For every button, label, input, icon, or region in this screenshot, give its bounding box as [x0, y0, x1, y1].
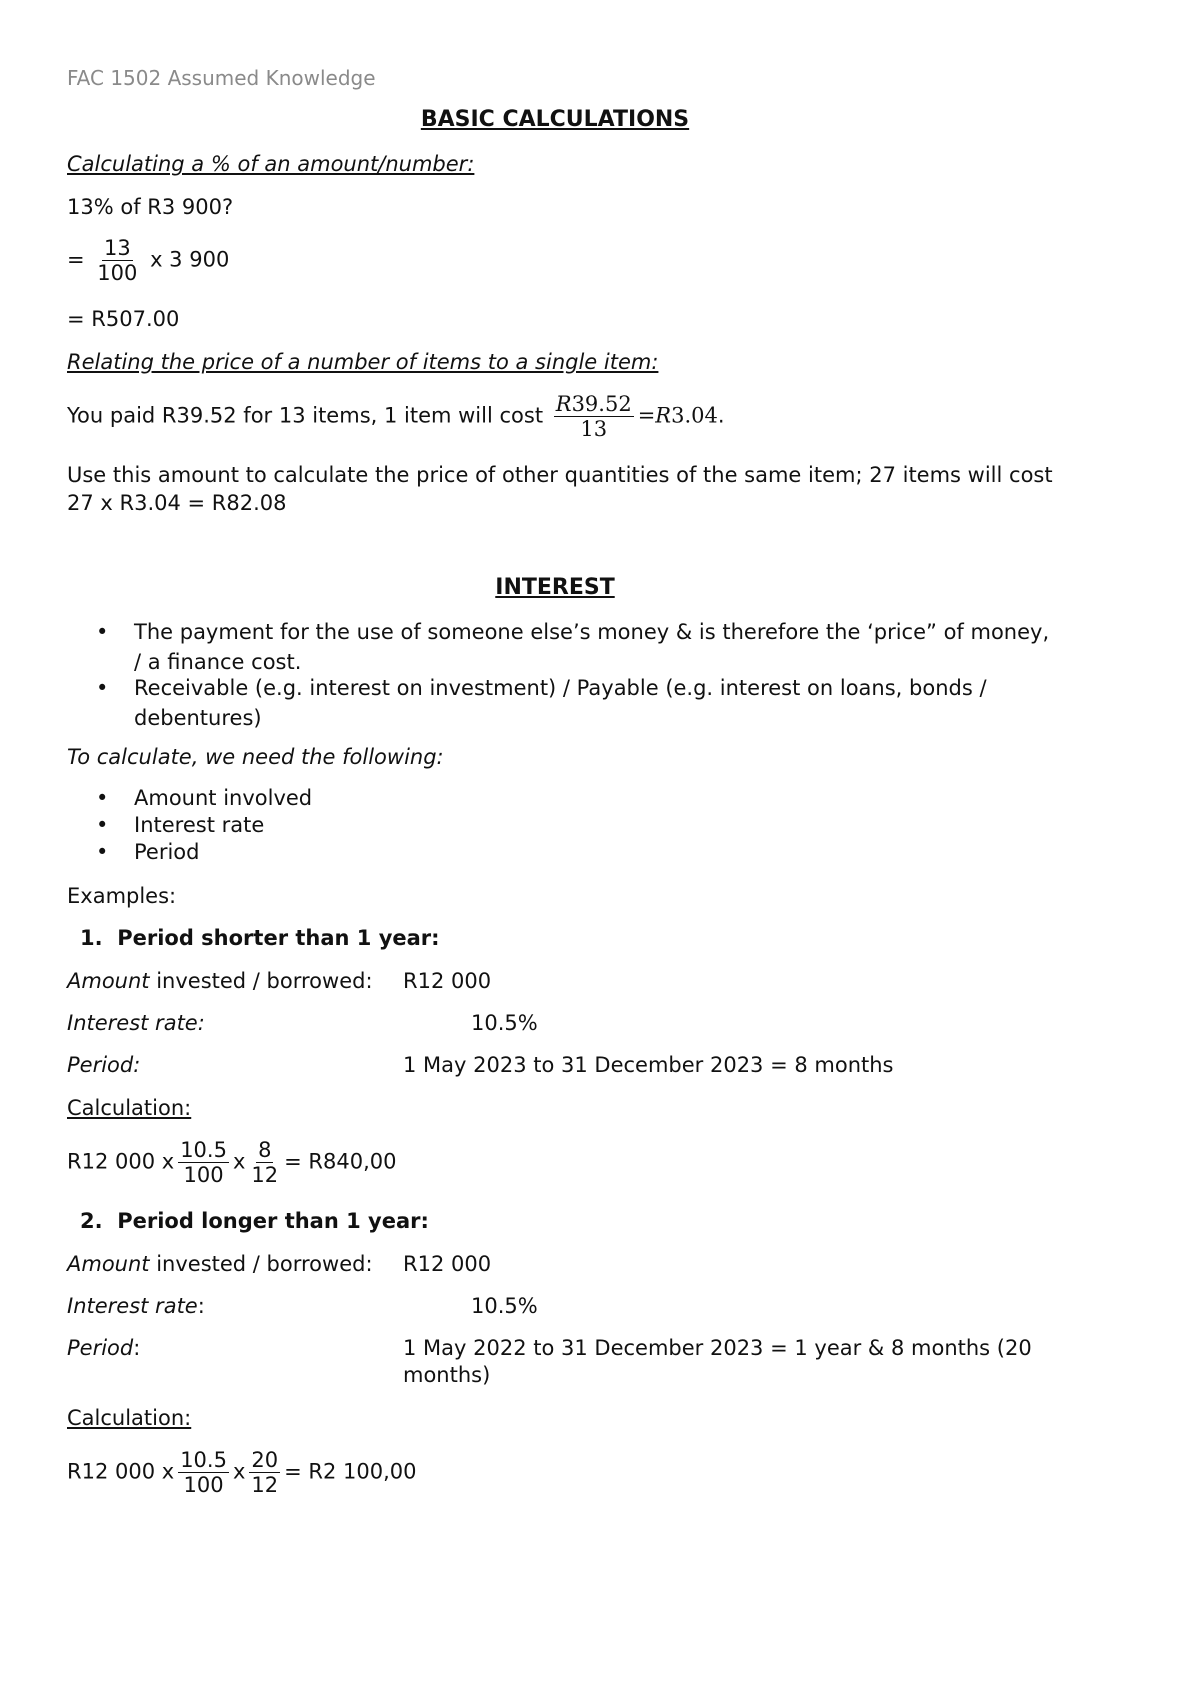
example-1-heading: 1. Period shorter than 1 year: [80, 926, 440, 950]
rate-label: Interest rate: [67, 1294, 205, 1318]
bullet-icon: • [96, 676, 109, 700]
basic-calculations-title: BASIC CALCULATIONS [420, 107, 690, 132]
fraction-rate [178, 1138, 229, 1187]
calculation-label: Calculation: [67, 1406, 192, 1430]
fraction-price-per-item [554, 392, 634, 441]
interest-title: INTEREST [495, 575, 615, 600]
fraction-numerator: 20 [251, 1448, 279, 1472]
calculation-label: Calculation: [67, 1096, 192, 1120]
fraction-denominator: 100 [183, 1473, 224, 1497]
calculation-result: = R2 100,00 [284, 1459, 417, 1484]
example-number: 2. [80, 1209, 103, 1233]
fraction-months [249, 1448, 280, 1497]
amount-value: R12 000 [403, 969, 492, 993]
period-label: Period: [67, 1053, 141, 1077]
bullet-icon: • [96, 620, 109, 644]
list-item: • The payment for the use of someone else’s money & is therefore the ‘price” of money, / a finance cost. [96, 620, 1050, 674]
rate-value: 10.5% [471, 1294, 538, 1318]
fraction-denominator: 100 [183, 1163, 224, 1187]
example-number: 1. [80, 926, 103, 950]
list-item: • Period [96, 840, 200, 864]
fraction-months [249, 1138, 280, 1187]
list-item: • Receivable (e.g. interest on investment) / Payable (e.g. interest on loans, bonds / debentures) [96, 676, 987, 730]
percent-heading: Calculating a % of an amount/number: [67, 152, 475, 176]
list-item: • Amount involved [96, 786, 313, 810]
example-2-heading: 2. Period longer than 1 year: [80, 1209, 429, 1233]
calculation-equation: R12 000 x $\frac{10.5}{100}$ x $\frac{20}{12}$ = R2 100,00 [67, 1448, 417, 1497]
bullet-icon: • [96, 840, 109, 864]
fraction-numerator: 13 [103, 236, 131, 260]
list-item: • Interest rate [96, 813, 265, 837]
fraction-denominator: 12 [251, 1473, 279, 1497]
period-value-line-1: 1 May 2022 to 31 December 2023 = 1 year & 8 months (20 [403, 1336, 1032, 1360]
amount-label: Amount invested / borrowed: [67, 969, 373, 993]
period-label: Period: [67, 1336, 141, 1360]
period-value-line-2: months) [403, 1363, 491, 1387]
unit-price-result: 3.04 [671, 403, 718, 428]
percent-equation [67, 236, 229, 285]
fraction-denominator: 13 [580, 417, 608, 441]
percent-question: 13% of R3 900? [67, 195, 234, 219]
page-header: FAC 1502 Assumed Knowledge [67, 66, 376, 90]
fraction-numerator: 10.5 [180, 1138, 227, 1162]
calculation-result: = R840,00 [284, 1149, 397, 1174]
fraction-rate [178, 1448, 229, 1497]
fraction-13-over-100 [95, 236, 139, 285]
relating-heading: Relating the price of a number of items to a single item: [67, 350, 659, 374]
need-heading: To calculate, we need the following: [67, 745, 444, 769]
amount-label: Amount invested / borrowed: [67, 1252, 373, 1276]
amount-value: R12 000 [403, 1252, 492, 1276]
percent-result: = R507.00 [67, 307, 180, 331]
relating-text: You paid R39.52 for 13 items, 1 item will cost [67, 403, 544, 428]
fraction-numerator: R39.52 [555, 392, 632, 416]
relating-sentence: You paid R39.52 for 13 items, 1 item will cost $\frac{R39.52}{13}$ =R3.04. [67, 392, 725, 441]
calculation-equation: R12 000 x $\frac{10.5}{100}$ x $\frac{8}{12}$ = R840,00 [67, 1138, 397, 1187]
rate-value: 10.5% [471, 1011, 538, 1035]
fraction-numerator: 10.5 [180, 1448, 227, 1472]
equals-sign: = [637, 403, 656, 428]
examples-label: Examples: [67, 884, 177, 908]
bullet-icon: • [96, 786, 109, 810]
fraction-numerator: 8 [258, 1138, 272, 1162]
use-amount-line-2: 27 x R3.04 = R82.08 [67, 491, 287, 515]
rate-label: Interest rate: [67, 1011, 205, 1035]
fraction-denominator: 100 [97, 261, 138, 285]
period-value: 1 May 2023 to 31 December 2023 = 8 months [403, 1053, 894, 1077]
requirements-list [96, 785, 734, 866]
use-amount-line-1: Use this amount to calculate the price of other quantities of the same item; 27 items will cost [67, 463, 1053, 487]
equals-sign: = [67, 247, 85, 272]
bullet-icon: • [96, 813, 109, 837]
multiplier-text: x 3 900 [150, 247, 230, 272]
interest-definition-list [96, 618, 1054, 733]
fraction-denominator: 12 [251, 1163, 279, 1187]
